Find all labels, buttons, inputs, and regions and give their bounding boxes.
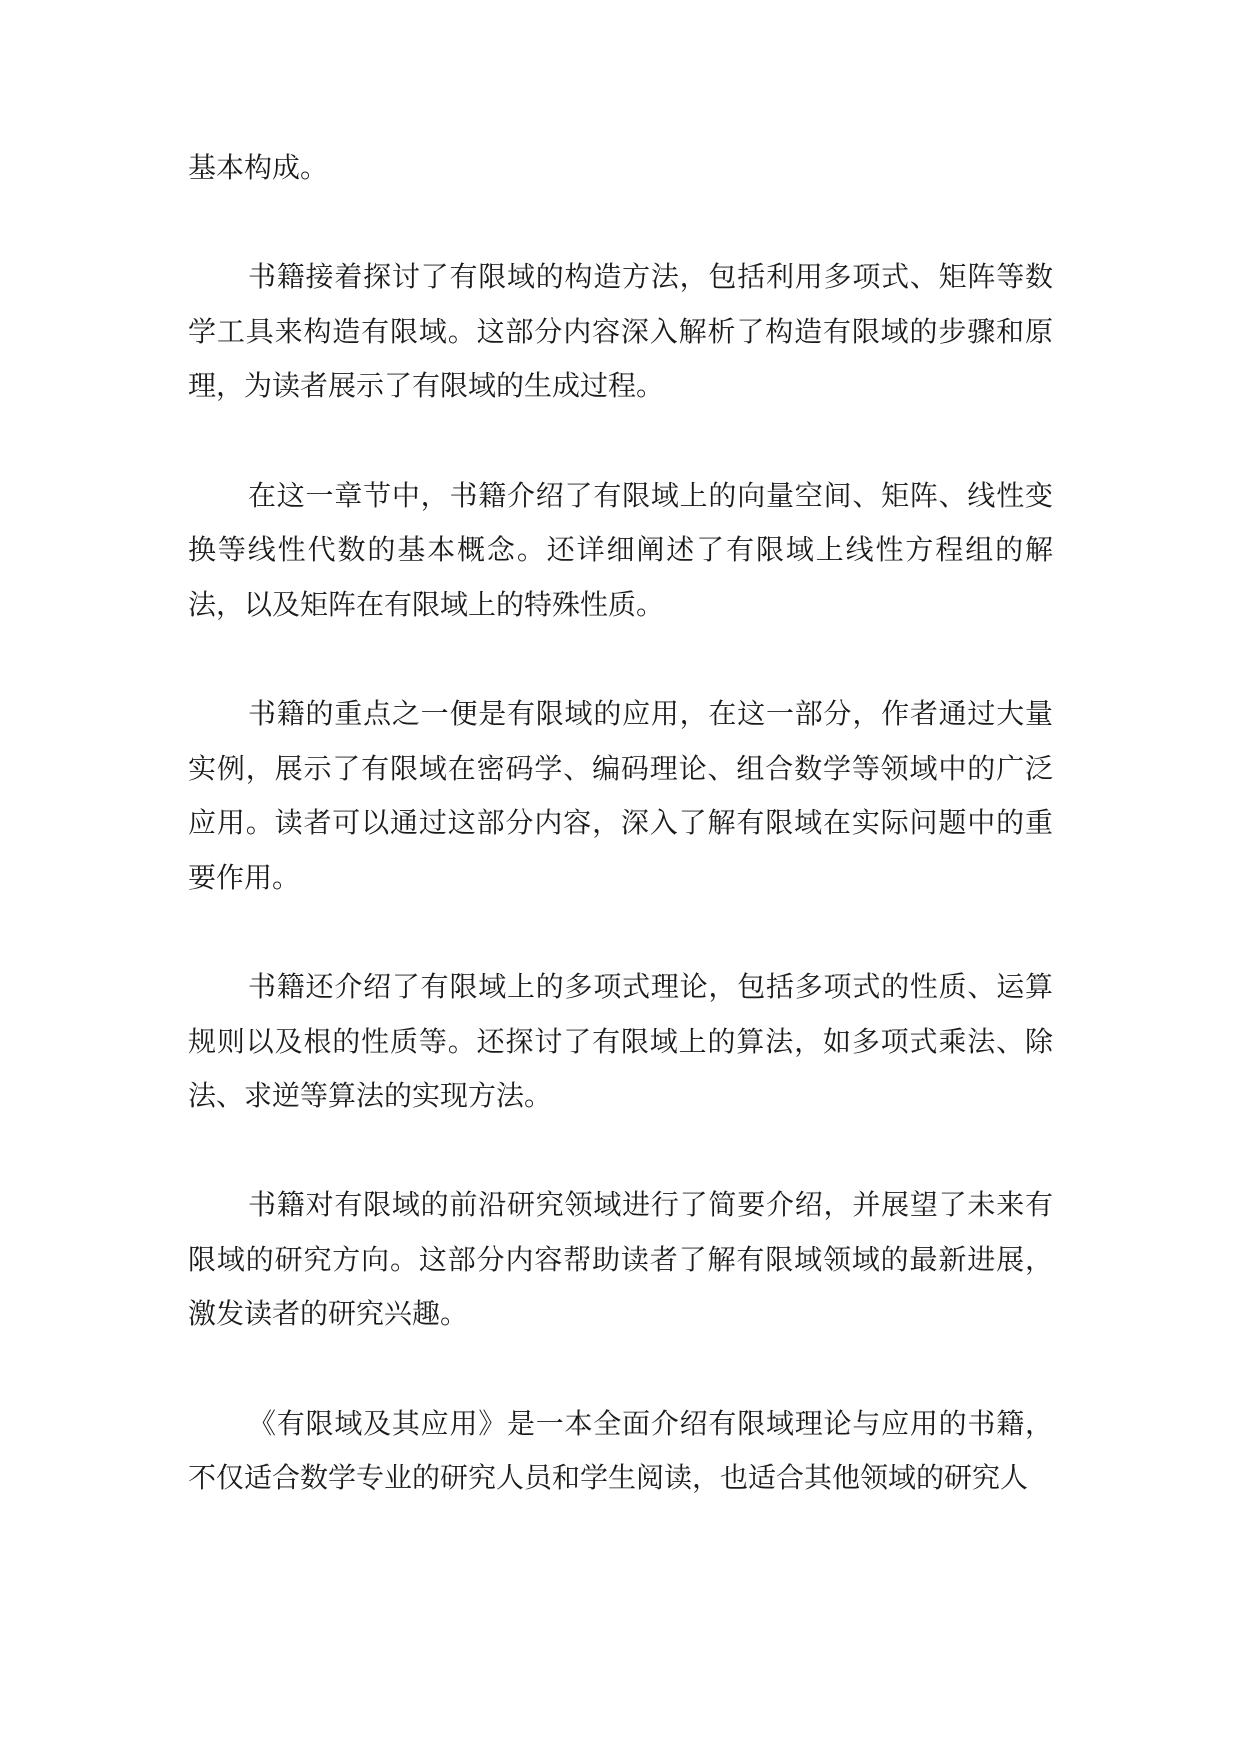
paragraph-gap (188, 414, 1053, 469)
paragraph-summary: 《有限域及其应用》是一本全面介绍有限域理论与应用的书籍，不仅适合数学专业的研究人员和学生阅读，也适合其他领域的研究人 (188, 1406, 1053, 1495)
paragraph-polynomials: 书籍还介绍了有限域上的多项式理论，包括多项式的性质、运算规则以及根的性质等。还探讨了有限域上的算法，如多项式乘法、除法、求逆等算法的实现方法。 (188, 969, 1053, 1113)
paragraph-frontier: 书籍对有限域的前沿研究领域进行了简要介绍，并展望了未来有限域的研究方向。这部分内容帮助读者了解有限域领域的最新进展，激发读者的研究兴趣。 (188, 1188, 1053, 1331)
paragraph-gap (188, 1124, 1053, 1179)
paragraph-construction: 书籍接着探讨了有限域的构造方法，包括利用多项式、矩阵等数学工具来构造有限域。这部分内容深入解析了构造有限域的步骤和原理，为读者展示了有限域的生成过程。 (188, 260, 1053, 403)
paragraph-gap (188, 196, 1053, 251)
paragraph-gap (188, 1342, 1053, 1397)
body-text (188, 141, 1053, 1506)
paragraph-gap (188, 905, 1053, 960)
paragraph-linear-algebra: 在这一章节中，书籍介绍了有限域上的向量空间、矩阵、线性变换等线性代数的基本概念。还详细阐述了有限域上线性方程组的解法，以及矩阵在有限域上的特殊性质。 (188, 478, 1053, 621)
paragraph-gap (188, 632, 1053, 687)
paragraph-continuation: 基本构成。 (188, 151, 329, 184)
paragraph-applications: 书籍的重点之一便是有限域的应用，在这一部分，作者通过大量实例，展示了有限域在密码学、编码理论、组合数学等领域中的广泛应用。读者可以通过这部分内容，深入了解有限域在实际问题中的重要作用。 (188, 696, 1053, 894)
